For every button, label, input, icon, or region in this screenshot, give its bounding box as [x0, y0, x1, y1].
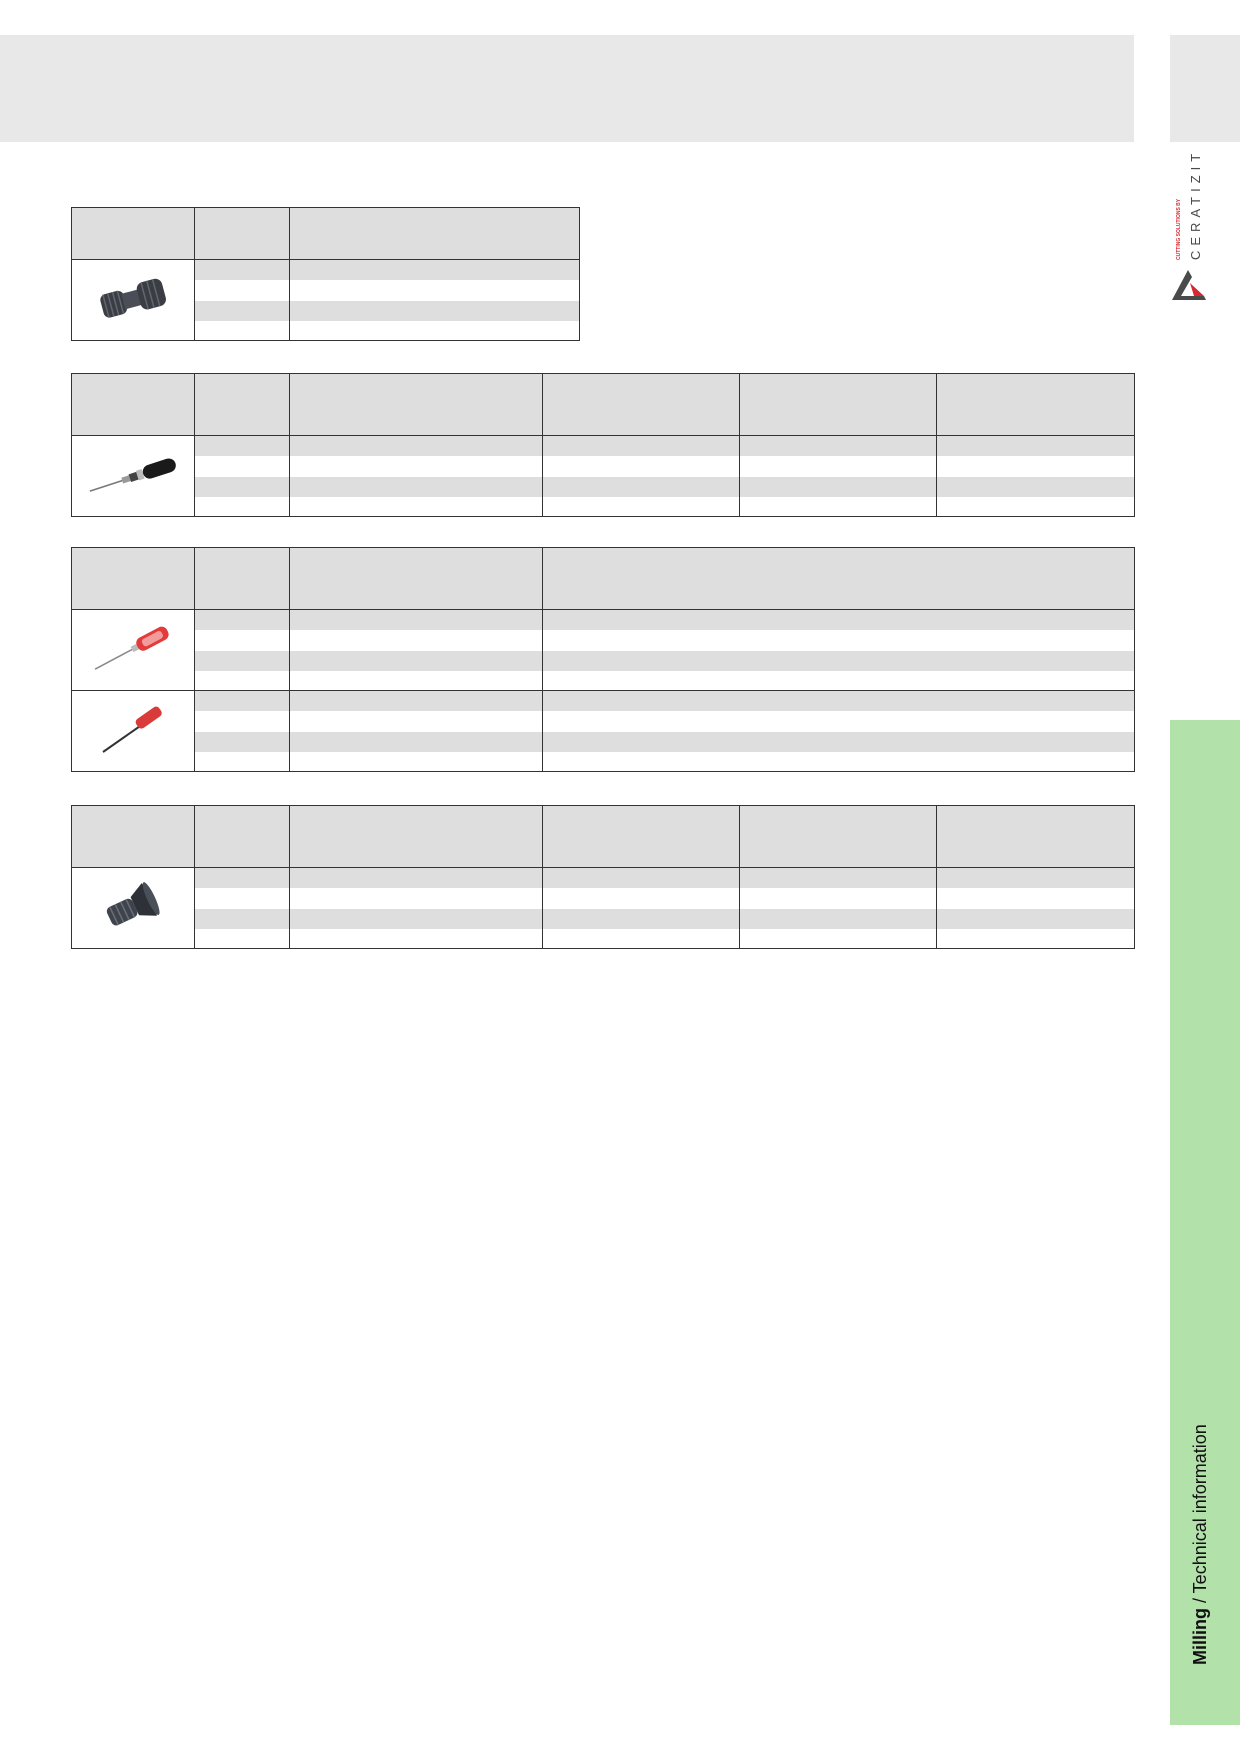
table-cell: [543, 610, 1135, 630]
insert-screw-icon: [93, 875, 173, 939]
table-cell: [195, 630, 290, 651]
table-cell: [195, 671, 290, 691]
table-cell: [290, 909, 543, 929]
logo-brand: CERATIZIT: [1188, 148, 1203, 260]
table-cell: [290, 711, 543, 732]
table-header-cell: [195, 548, 290, 610]
table-cell: [290, 929, 543, 949]
section-label: [1190, 1424, 1211, 1665]
table-header-cell: [290, 374, 543, 436]
table-cell: [195, 711, 290, 732]
table-header-cell: [195, 208, 290, 260]
table-cell: [290, 321, 580, 341]
product-image-cell: [72, 260, 195, 341]
product-image-cell: [72, 610, 195, 691]
table-cell: [543, 909, 740, 929]
table-cell: [543, 868, 740, 888]
table-cell: [543, 436, 740, 456]
table-cell: [543, 888, 740, 909]
table-cell: [543, 497, 740, 517]
section-label-rest: Technical information: [1190, 1424, 1210, 1594]
table-header-cell: [72, 548, 195, 610]
table-cell: [543, 929, 740, 949]
table-cell: [290, 280, 580, 301]
table-cell: [195, 280, 290, 301]
table-header-cell: [937, 806, 1135, 868]
table-cell: [543, 630, 1135, 651]
table-header-cell: [72, 374, 195, 436]
table-cell: [543, 651, 1135, 671]
table-cell: [290, 497, 543, 517]
table-cell: [195, 752, 290, 772]
table-cell: [937, 909, 1135, 929]
table-cell: [195, 929, 290, 949]
table-cell: [195, 909, 290, 929]
product-image-cell: [72, 436, 195, 517]
side-tab-top: [1170, 35, 1240, 142]
t-handle-key-icon: [93, 700, 173, 760]
table-cell: [195, 497, 290, 517]
table-cell: [290, 260, 580, 280]
table-header-cell: [740, 806, 937, 868]
table-cell: [543, 732, 1135, 752]
table-header-cell: [290, 806, 543, 868]
table-cell: [195, 321, 290, 341]
table-cell: [290, 732, 543, 752]
table-cell: [543, 752, 1135, 772]
table-cell: [543, 711, 1135, 732]
table-cell: [195, 732, 290, 752]
logo-tagline: CUTTING SOLUTIONS BY: [1176, 198, 1182, 260]
product-image-cell: [72, 691, 195, 772]
table-header-cell: [740, 374, 937, 436]
table-cell: [543, 456, 740, 477]
table-header-cell: [290, 208, 580, 260]
table-cell: [290, 477, 543, 497]
table-cell: [937, 497, 1135, 517]
header-band: [0, 35, 1134, 142]
table-cell: [195, 477, 290, 497]
table-cell: [195, 301, 290, 321]
spec-table-2: [71, 373, 1135, 517]
table-cell: [740, 929, 937, 949]
table-cell: [290, 651, 543, 671]
table-header-cell: [195, 374, 290, 436]
table-header-cell: [937, 374, 1135, 436]
table-cell: [195, 888, 290, 909]
table-cell: [290, 691, 543, 711]
table-cell: [195, 610, 290, 630]
table-header-cell: [543, 374, 740, 436]
table-cell: [740, 456, 937, 477]
table-cell: [290, 868, 543, 888]
table-cell: [195, 651, 290, 671]
table-cell: [290, 630, 543, 651]
table-header-cell: [72, 806, 195, 868]
table-header-cell: [543, 548, 1135, 610]
table-cell: [937, 888, 1135, 909]
table-header-cell: [72, 208, 195, 260]
table-cell: [740, 477, 937, 497]
table-cell: [290, 752, 543, 772]
product-image-cell: [72, 868, 195, 949]
table-cell: [290, 888, 543, 909]
table-header-cell: [290, 548, 543, 610]
table-cell: [740, 436, 937, 456]
table-cell: [290, 456, 543, 477]
logo-triangle-icon: [1168, 266, 1208, 302]
ceratizit-logo: [1168, 148, 1228, 303]
table-cell: [543, 671, 1135, 691]
table-cell: [195, 260, 290, 280]
table-cell: [937, 477, 1135, 497]
table-cell: [195, 868, 290, 888]
table-cell: [740, 888, 937, 909]
table-cell: [937, 868, 1135, 888]
table-cell: [290, 671, 543, 691]
table-cell: [195, 436, 290, 456]
spec-table-3: [71, 547, 1135, 772]
table-cell: [543, 477, 740, 497]
table-cell: [937, 436, 1135, 456]
torque-screwdriver-icon: [83, 445, 183, 505]
spec-table-4: [71, 805, 1135, 949]
spec-table-1: [71, 207, 580, 341]
section-tab: [1170, 720, 1240, 1725]
table-cell: [195, 456, 290, 477]
table-cell: [937, 929, 1135, 949]
table-cell: [290, 610, 543, 630]
section-label-bold: Milling: [1190, 1608, 1210, 1665]
screwdriver-icon: [88, 619, 178, 679]
table-cell: [740, 497, 937, 517]
table-cell: [543, 691, 1135, 711]
table-cell: [290, 301, 580, 321]
table-cell: [195, 691, 290, 711]
table-header-cell: [195, 806, 290, 868]
threaded-stud-icon: [93, 269, 173, 329]
table-cell: [740, 909, 937, 929]
section-label-separator: /: [1190, 1593, 1210, 1608]
table-cell: [937, 456, 1135, 477]
table-cell: [290, 436, 543, 456]
table-cell: [740, 868, 937, 888]
table-header-cell: [543, 806, 740, 868]
